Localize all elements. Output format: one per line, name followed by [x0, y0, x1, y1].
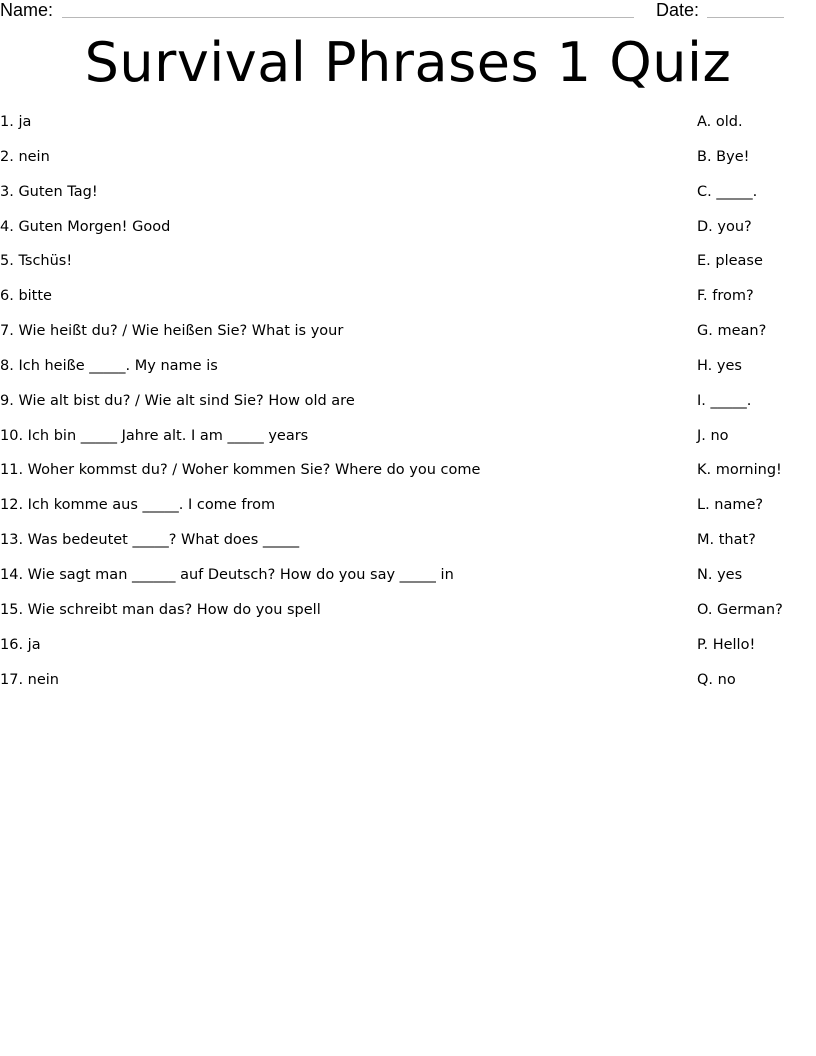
question-item: 17. nein: [0, 671, 59, 688]
answer-item: A. old.: [697, 114, 743, 130]
answer-item: J. no: [697, 427, 729, 444]
answer-item: B. Bye!: [697, 148, 750, 165]
question-item: 1. ja: [0, 114, 32, 130]
answer-item: P. Hello!: [697, 636, 756, 653]
date-line: [707, 17, 784, 18]
answer-item: D. you?: [697, 218, 752, 235]
name-line: [62, 17, 634, 18]
answer-item: E. please: [697, 253, 763, 270]
answer-item: C. _____.: [697, 183, 758, 200]
question-item: 6. bitte: [0, 288, 52, 305]
answer-item: K. morning!: [697, 462, 782, 479]
worksheet-header: [0, 0, 816, 24]
answer-item: N. yes: [697, 566, 743, 583]
question-item: 7. Wie heißt du? / Wie heißen Sie? What is your: [0, 323, 344, 340]
answer-item: Q. no: [697, 671, 736, 688]
date-label: Date:: [656, 0, 700, 20]
answer-item: M. that?: [697, 532, 756, 549]
question-item: 15. Wie schreibt man das? How do you spell: [0, 601, 321, 618]
page-title: Survival Phrases 1 Quiz: [84, 31, 732, 94]
answer-item: G. mean?: [697, 323, 767, 340]
question-item: 12. Ich komme aus _____. I come from: [0, 497, 276, 514]
question-item: 2. nein: [0, 148, 50, 165]
question-item: 5. Tschüs!: [0, 253, 73, 270]
question-item: 11. Woher kommst du? / Woher kommen Sie? Where do you come: [0, 462, 481, 479]
answer-item: I. _____.: [697, 392, 752, 409]
question-item: 10. Ich bin _____ Jahre alt. I am _____ years: [0, 427, 309, 444]
question-item: 9. Wie alt bist du? / Wie alt sind Sie? How old are: [0, 392, 355, 409]
answer-item: F. from?: [697, 288, 754, 305]
question-list: [0, 111, 680, 703]
answer-item: O. German?: [697, 601, 783, 618]
question-item: 13. Was bedeutet _____? What does _____: [0, 532, 300, 549]
answer-item: H. yes: [697, 357, 742, 374]
question-item: 16. ja: [0, 636, 41, 653]
answer-item: L. name?: [697, 497, 764, 514]
question-item: 3. Guten Tag!: [0, 183, 98, 200]
answer-list: [697, 111, 816, 703]
question-item: 14. Wie sagt man ______ auf Deutsch? How do you say _____ in: [0, 566, 454, 583]
question-item: 4. Guten Morgen! Good: [0, 218, 171, 235]
name-label: Name:: [0, 0, 54, 20]
question-item: 8. Ich heiße _____. My name is: [0, 357, 218, 374]
